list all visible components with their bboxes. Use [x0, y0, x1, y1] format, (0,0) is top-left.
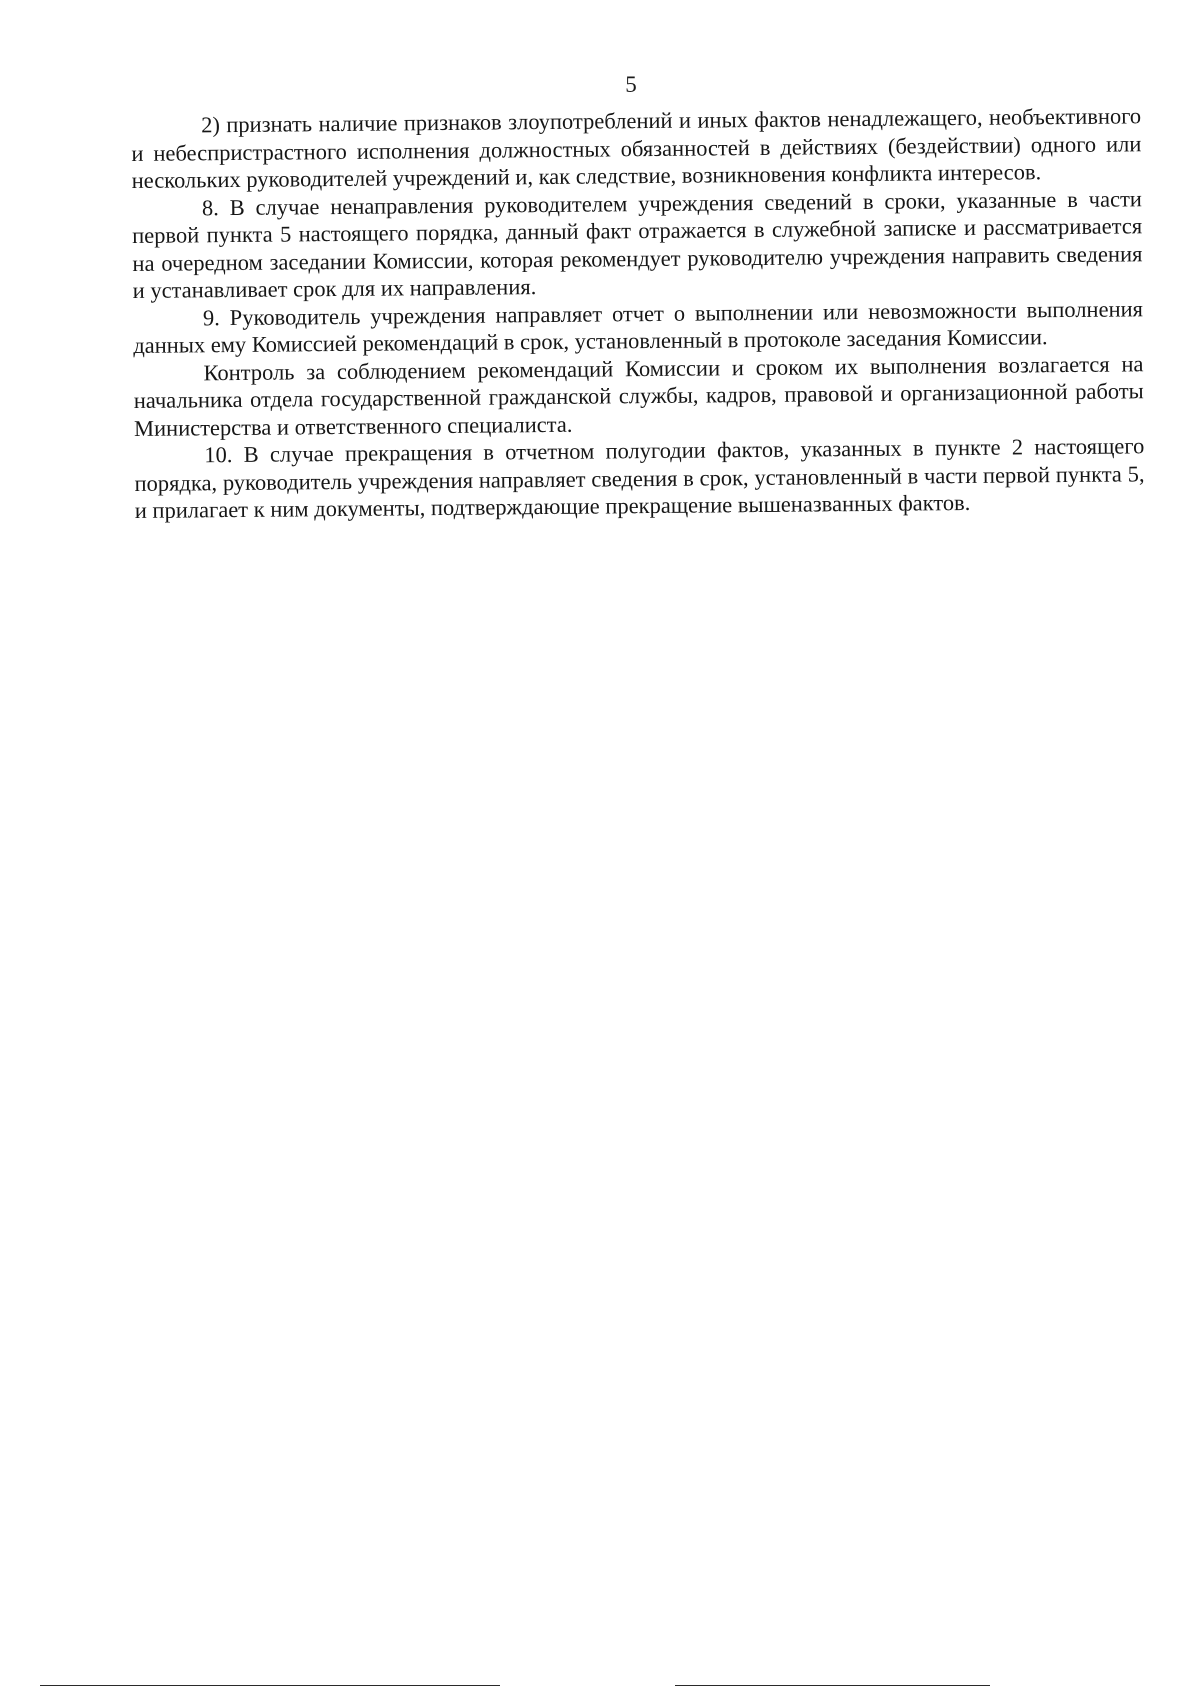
- paragraph-item-2: 2) признать наличие признаков злоупотреблений и иных фактов ненадлежащего, необъективного и небеспристрастного исполнения должностных обязанностей в действиях (бездействии) одного или нескольких руководителей учреждений и, как следствие, возникновения конфликта интересов.: [131, 103, 1142, 193]
- footer-divider-right: [675, 1685, 990, 1686]
- paragraph-control: Контроль за соблюдением рекомендаций Комиссии и сроком их выполнения возлагается на начальника отдела государственной гражданской службы, кадров, правовой и организационной работы Министерства и ответственного специалиста.: [133, 350, 1144, 441]
- page-number: 5: [625, 72, 637, 97]
- document-body: [131, 102, 1145, 524]
- footer-divider-left: [40, 1685, 500, 1686]
- paragraph-point-10: 10. В случае прекращения в отчетном полугодии фактов, указанных в пункте 2 настоящего порядка, руководитель учреждения направляет сведения в срок, установленный в части первой пункта 5, и прилагает к ним документы, подтверждающие прекращение вышеназванных фактов.: [134, 433, 1145, 523]
- paragraph-point-8: 8. В случае ненаправления руководителем учреждения сведений в сроки, указанные в части первой пункта 5 настоящего порядка, данный факт отражается в служебной записке и рассматривается на очередном заседании Комиссии, которая рекомендует руководителю учреждения направить сведения и устанавливает срок для их направления.: [132, 185, 1143, 303]
- paragraph-point-9: 9. Руководитель учреждения направляет отчет о выполнении или невозможности выполнения данных ему Комиссией рекомендаций в срок, установленный в протоколе заседания Комиссии.: [133, 295, 1144, 358]
